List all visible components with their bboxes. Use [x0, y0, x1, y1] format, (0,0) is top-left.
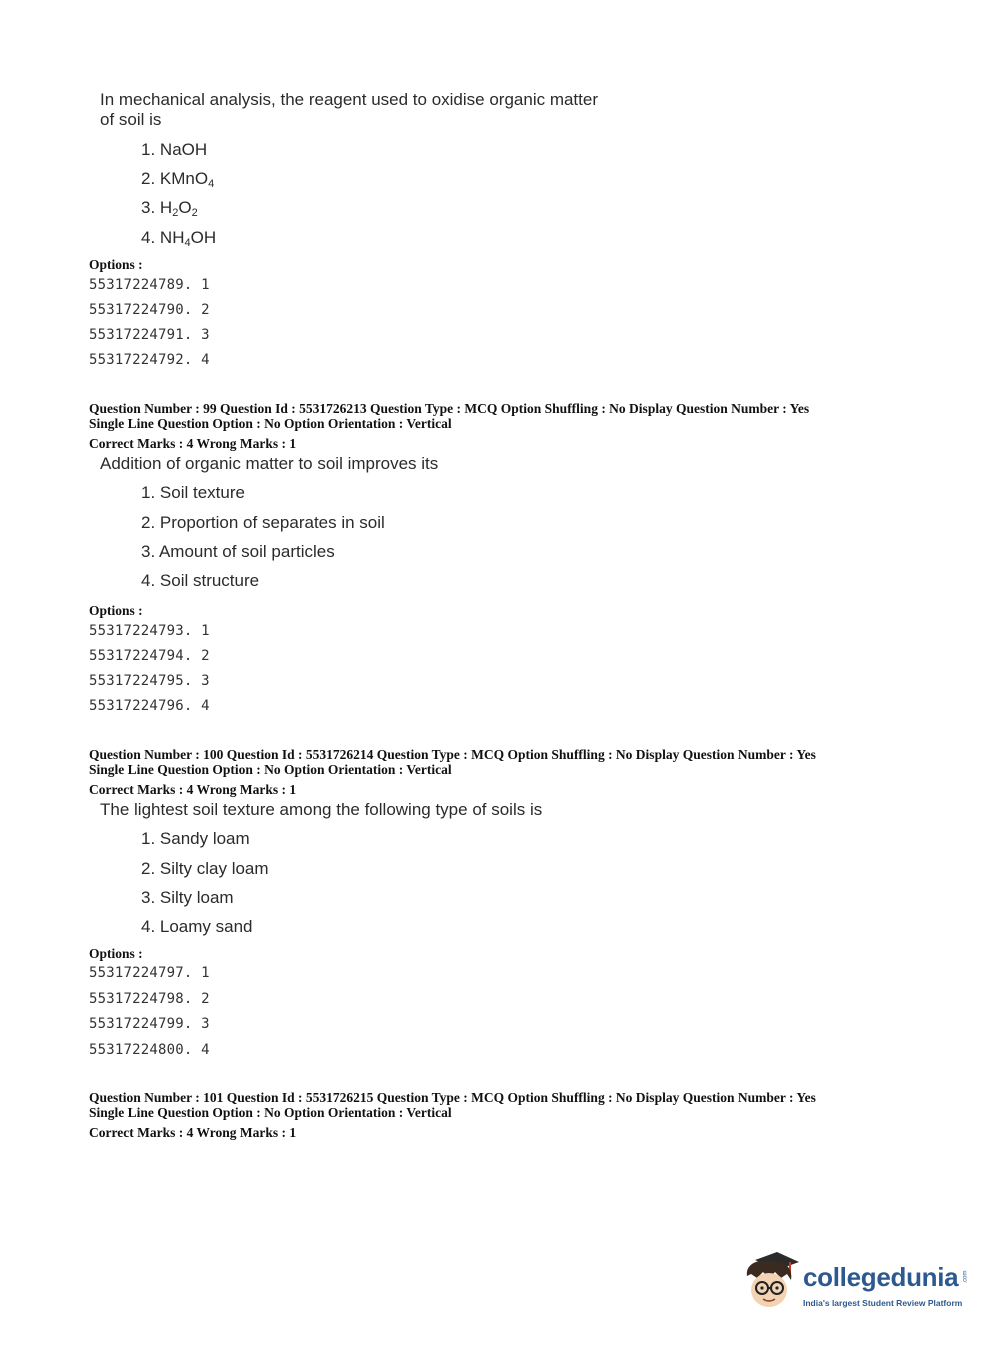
- question-99-option-id-2: 55317224794. 2: [89, 648, 210, 664]
- question-100-option-id-4: 55317224800. 4: [89, 1042, 210, 1058]
- question-98-option-2: 2. KMnO$_4$: [141, 169, 215, 190]
- question-99-text: Addition of organic matter to soil improves its: [100, 454, 439, 473]
- question-98-options-label: Options :: [89, 257, 143, 272]
- question-101-meta-line2: Single Line Question Option : No Option Orientation : Vertical: [89, 1105, 452, 1120]
- logo-tagline: India's largest Student Review Platform: [803, 1298, 963, 1308]
- question-100-option-id-1: 55317224797. 1: [89, 965, 210, 981]
- question-98-text-line2: of soil is: [100, 110, 162, 129]
- question-98-option-id-1: 55317224789. 1: [89, 277, 210, 293]
- question-99-option-1: 1. Soil texture: [141, 483, 245, 502]
- question-100-text: The lightest soil texture among the following type of soils is: [100, 800, 543, 819]
- question-100-option-id-2: 55317224798. 2: [89, 991, 210, 1007]
- question-98-option-4: 4. $NH_4OH$: [141, 228, 217, 249]
- question-98-option-id-4: 55317224792. 4: [89, 352, 210, 368]
- question-99-options-label: Options :: [89, 603, 143, 618]
- question-100-meta-line2: Single Line Question Option : No Option Orientation : Vertical: [89, 762, 452, 777]
- question-99-meta-line1: Question Number : 99 Question Id : 5531726213 Question Type : MCQ Option Shuffling : No Display Question Number : Yes: [89, 401, 810, 416]
- logo-domain-suffix: .com: [962, 1270, 969, 1284]
- question-99-option-id-4: 55317224796. 4: [89, 698, 210, 714]
- question-100-meta-line1: Question Number : 100 Question Id : 5531726214 Question Type : MCQ Option Shuffling : No Display Question Number : Yes: [89, 747, 816, 762]
- question-100-option-1: 1. Sandy loam: [141, 829, 250, 848]
- question-98-option-3: 3. $H_2O_2$: [141, 198, 198, 219]
- question-99-meta-line2: Single Line Question Option : No Option Orientation : Vertical: [89, 416, 452, 431]
- question-100-option-4: 4. Loamy sand: [141, 917, 253, 936]
- question-98-option-id-2: 55317224790. 2: [89, 302, 210, 318]
- question-100-option-id-3: 55317224799. 3: [89, 1016, 210, 1032]
- question-100-option-2: 2. Silty clay loam: [141, 859, 269, 878]
- question-100-option-3: 3. Silty loam: [141, 888, 234, 907]
- question-98-text-line1: In mechanical analysis, the reagent used to oxidise organic matter: [100, 90, 598, 109]
- question-101-meta-line1: Question Number : 101 Question Id : 5531726215 Question Type : MCQ Option Shuffling : No Display Question Number : Yes: [89, 1090, 816, 1105]
- question-99-option-id-3: 55317224795. 3: [89, 673, 210, 689]
- collegedunia-logo: [741, 1250, 971, 1320]
- question-99-option-id-1: 55317224793. 1: [89, 623, 210, 639]
- mascot-icon: [741, 1250, 803, 1316]
- question-99-option-3: 3. Amount of soil particles: [141, 542, 335, 561]
- question-99-option-2: 2. Proportion of separates in soil: [141, 513, 385, 532]
- question-100-options-label: Options :: [89, 946, 143, 961]
- question-101-marks: Correct Marks : 4 Wrong Marks : 1: [89, 1125, 297, 1140]
- question-98-option-1: 1. NaOH: [141, 140, 208, 159]
- question-98-option-id-3: 55317224791. 3: [89, 327, 210, 343]
- question-99-marks: Correct Marks : 4 Wrong Marks : 1: [89, 436, 297, 451]
- question-100-marks: Correct Marks : 4 Wrong Marks : 1: [89, 782, 297, 797]
- logo-wordmark: collegedunia: [803, 1262, 959, 1292]
- question-99-option-4: 4. Soil structure: [141, 571, 260, 590]
